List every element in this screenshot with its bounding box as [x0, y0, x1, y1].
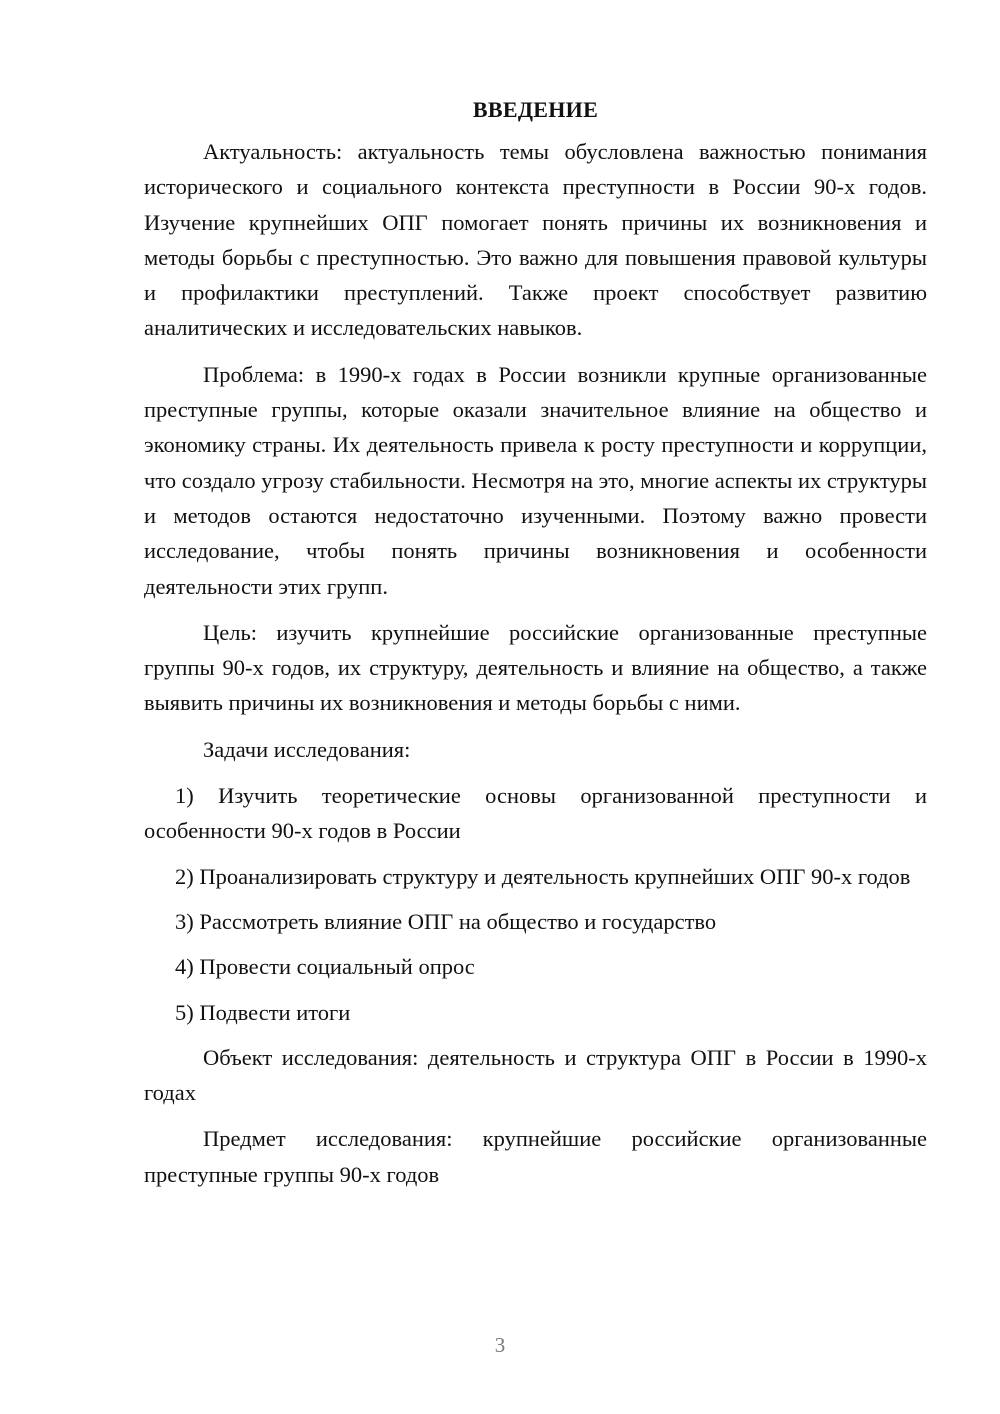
task-item: 2) Проанализировать структуру и деятельность крупнейших ОПГ 90-х годов: [175, 863, 911, 889]
task-item: 4) Провести социальный опрос: [175, 954, 475, 980]
task-item: 1) Изучить теоретические основы организованной преступности и особенности 90-х годов в России: [144, 783, 927, 844]
page-body: [144, 92, 927, 1203]
task-item: 3) Рассмотреть влияние ОПГ на общество и государство: [175, 908, 717, 934]
problem-paragraph: Проблема: в 1990-х годах в России возникли крупные организованные преступные группы, которые оказали значительное влияние на общество и экономику страны. Их деятельность привела к росту преступности и коррупции, что создало угрозу стабильности. Несмотря на это, многие аспекты их структуры и методов остаются недостаточно изученными. Поэтому важно провести исследование, чтобы понять причины возникновения и особенности деятельности этих групп.: [144, 361, 927, 599]
object-paragraph: Объект исследования: деятельность и структура ОПГ в России в 1990-х годах: [144, 1044, 927, 1106]
page-number: 3: [494, 1333, 506, 1357]
goal-paragraph: Цель: изучить крупнейшие российские организованные преступные группы 90-х годов, их структуру, деятельность и влияние на общество, а также выявить причины их возникновения и методы борьбы с ними.: [144, 619, 927, 716]
subject-paragraph: Предмет исследования: крупнейшие российские организованные преступные группы 90-х годов: [144, 1126, 927, 1187]
task-item: 5) Подвести итоги: [175, 999, 351, 1025]
section-title: ВВЕДЕНИЕ: [472, 97, 599, 122]
relevance-paragraph: Актуальность: актуальность темы обусловлена важностью понимания исторического и социального контекста преступности в России 90-х годов. Изучение крупнейших ОПГ помогает понять причины их возникновения и методы борьбы с преступностью. Это важно для повышения правовой культуры и профилактики преступлений. Также проект способствует развитию аналитических и исследовательских навыков.: [144, 139, 927, 341]
tasks-heading: Задачи исследования:: [203, 736, 411, 762]
